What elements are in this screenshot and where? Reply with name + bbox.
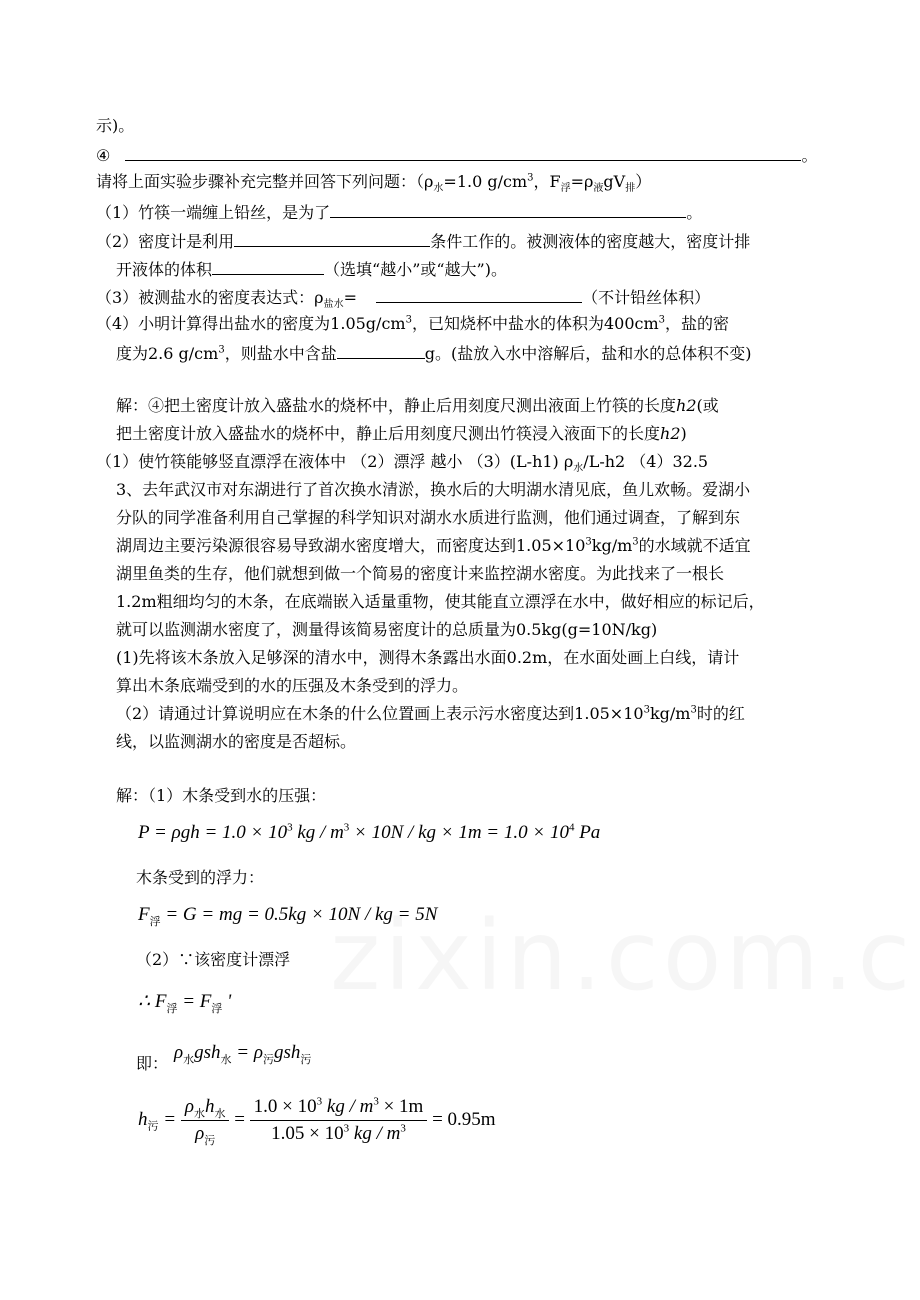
float-equation: ∴ $F_浮 = F_浮$ ': [138, 991, 232, 1015]
step4-end: 。: [801, 146, 818, 165]
question-2-line2: 开液体的体积 （选填“越小”或“越大”)。: [116, 256, 507, 282]
step-end-line: 示)。: [96, 116, 135, 135]
problem3-line2: 分队的同学准备利用自己掌握的科学知识对湖水水质进行监测，他们通过调查，了解到东: [116, 508, 741, 527]
numeric-fraction: $\frac{1.0 \times 10^3 kg / m^3 \times 1m}{1.05 \times 10^3 kg / m^3}$: [250, 1096, 428, 1145]
problem3-line5: 1.2m粗细均匀的木条，在底端嵌入适量重物，使其能直立漂浮在水中，做好相应的标记后，: [116, 592, 765, 611]
question-3: （3）被测盐水的密度表达式：$\rho_{盐水}=$ （不计铅丝体积）: [96, 284, 710, 310]
problem3-line9: （2）请通过计算说明应在木条的什么位置画上表示污水密度达到$1.05\times 10^3kg/m^3$时的红: [116, 704, 745, 723]
pressure-equation: $P = \rho gh = 1.0 \times 10^3$ kg / $m^3 \times 10N$ / kg × $1m = 1.0 \times 10^4$ Pa: [138, 821, 601, 843]
q2-blank-2: [212, 256, 324, 275]
question-1: （1）竹筷一端缠上铅丝，是为了 。: [96, 199, 702, 225]
step4-line: [96, 142, 817, 168]
problem3-line4: 湖里鱼类的生存，他们就想到做一个简易的密度计来监控湖水密度。为此找来了一根长: [116, 564, 725, 583]
ji-label: 即：: [136, 1054, 169, 1073]
problem3-line6: 就可以监测湖水密度了，测量得该简易密度计的总质量为0.5kg(g=10N/kg): [116, 620, 658, 639]
problem3-line3: 湖周边主要污染源很容易导致湖水密度增大，而密度达到$1.05\times 10^3kg/m^3$的水域就不适宜: [116, 536, 751, 555]
step4-blank: [125, 142, 801, 161]
problem3-line7: (1)先将该木条放入足够深的清水中，测得木条露出水面0.2m，在水面处画上白线，请计: [116, 648, 740, 667]
buoyancy-equation: $F_浮 = G$ = mg = 0.5kg × 10N / kg = 5N: [138, 904, 438, 928]
buoyancy-label: 木条受到的浮力：: [136, 868, 265, 887]
question-4-line1: （4）小明计算得出盐水的密度为$1.05g/cm^3$，已知烧杯中盐水的体积为$400cm^3$，盐的密: [96, 314, 730, 333]
problem3-line1: 3、去年武汉市对东湖进行了首次换水清淤，换水后的大明湖水清见底，鱼儿欢畅。爱湖小: [116, 480, 751, 499]
density-equation: $\rho_水gsh_水 = \rho_污gsh_污$: [174, 1042, 312, 1066]
solution1-line2: 把土密度计放入盛盐水的烧杯中，静止后用刻度尺测出竹筷浸入液面下的长度h2): [116, 424, 687, 443]
solution1-line1: 解：④把土密度计放入盛盐水的烧杯中，静止后用刻度尺测出液面上竹筷的长度h2(或: [116, 396, 719, 415]
part2-label: （2）∵该密度计漂浮: [136, 950, 291, 969]
solution1-line3: （1）使竹筷能够竖直漂浮在液体中 （2）漂浮 越小 （3）(L-h1) $\rho_水/L-h2$ （4）32.5: [96, 452, 709, 475]
height-equation: $h_污$ = $\frac{\rho_水h_水}{\rho_污}$ = $\frac{1.0 \times 10^3 kg / m^3 \times 1m}{1.05 \times 10^3 kg / m^3}$ = 0.95m: [138, 1095, 496, 1147]
step4-label: ④: [96, 146, 111, 165]
question-4-line2: 度为2.6 $g/cm^3$，则盐水中含盐 g。(盐放入水中溶解后，盐和水的总体积不变): [116, 340, 751, 366]
q4-blank: [337, 340, 425, 359]
solution2-title: 解：（1）木条受到水的压强：: [116, 786, 327, 805]
instruction-line: 请将上面实验步骤补充完整并回答下列问题：（$\rho_水=1.0$ $g/cm^3$，$F_浮=\rho_液gV_排$）: [96, 172, 652, 195]
density-ratio-fraction: $\frac{\rho_水h_水}{\rho_污}$: [181, 1096, 230, 1145]
question-2-line1: （2）密度计是利用 条件工作的。被测液体的密度越大，密度计排: [96, 228, 750, 254]
q3-blank: [376, 284, 582, 303]
q1-blank: [330, 199, 686, 218]
watermark: [330, 900, 920, 1012]
problem3-line8: 算出木条底端受到的水的压强及木条受到的浮力。: [116, 676, 469, 695]
q2-blank-1: [234, 228, 430, 247]
problem3-line10: 线，以监测湖水的密度是否超标。: [116, 732, 357, 751]
